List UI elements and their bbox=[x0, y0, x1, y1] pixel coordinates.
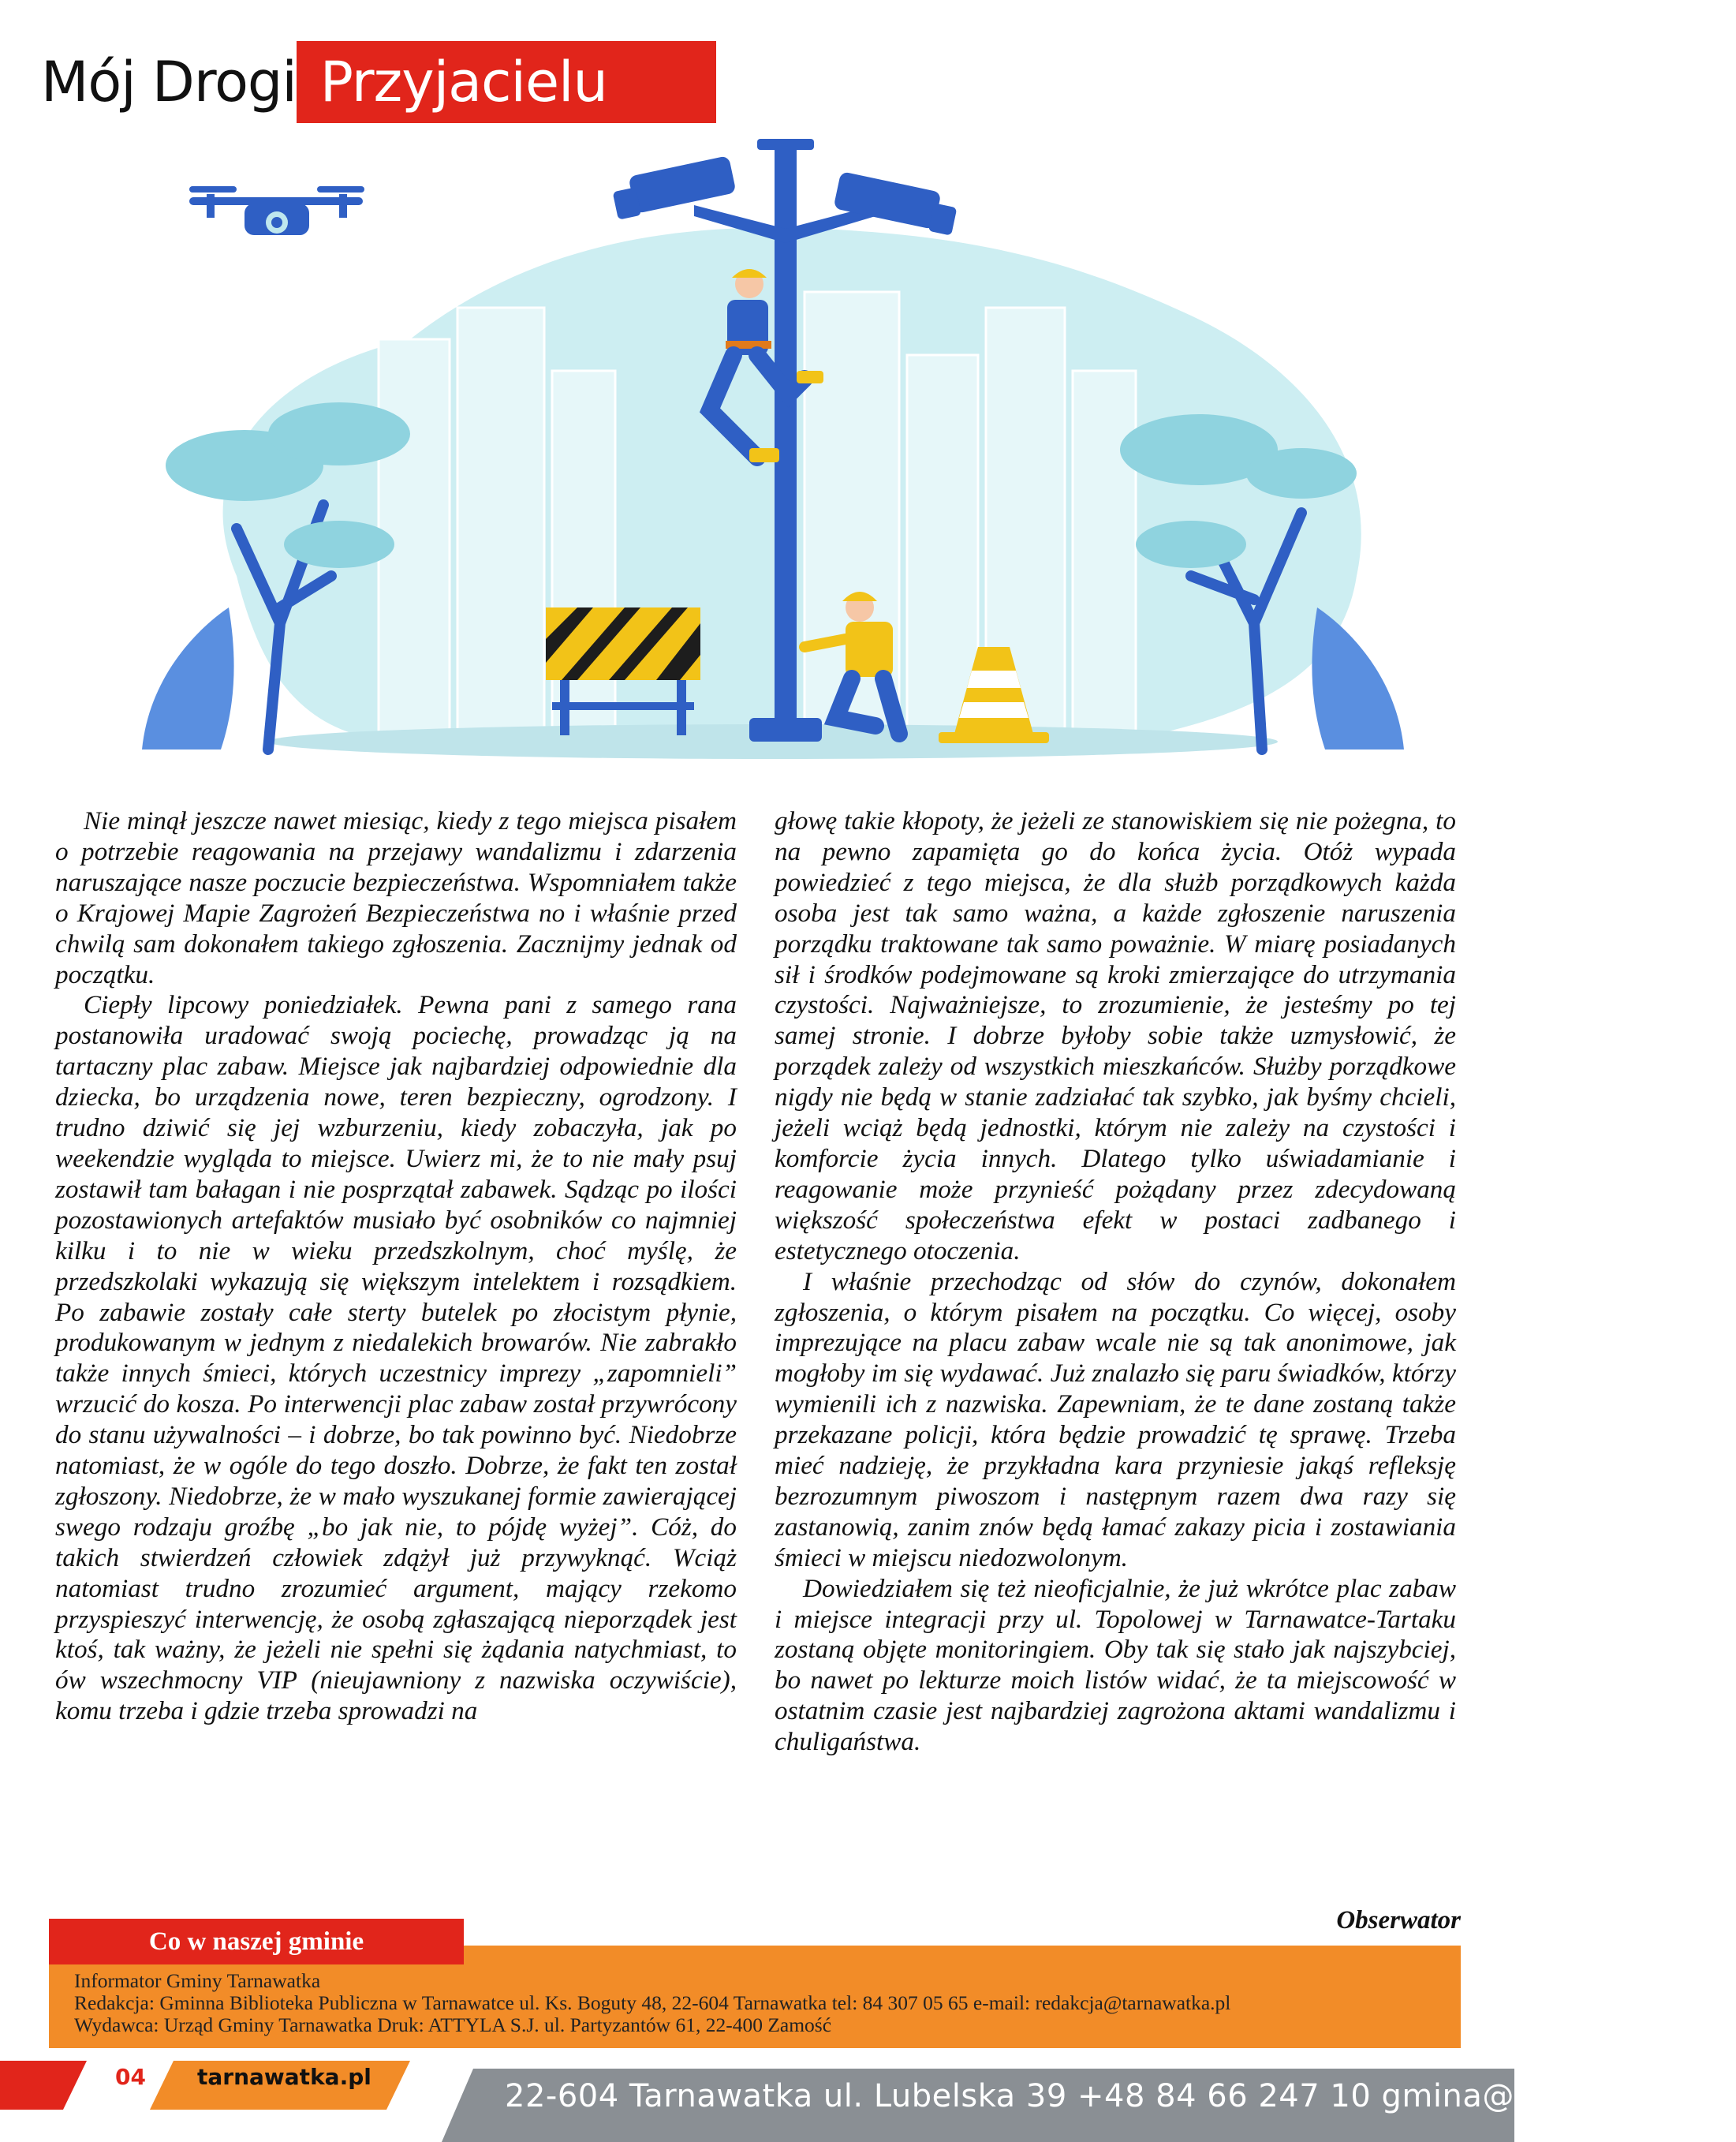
article-right-column bbox=[775, 806, 1456, 1758]
info-line-editorial: Redakcja: Gminna Biblioteka Publiczna w Tarnawatce ul. Ks. Boguty 48, 22-604 Tarnawatka tel: 84 307 05 65 e-mail: redakcja@tarnawatka.pl bbox=[74, 1991, 1231, 2014]
article-paragraph: Nie minął jeszcze nawet miesiąc, kiedy z tego miejsca pisałem o potrzebie reagowania na przejawy wandalizmu i zdarzenia naruszające nasze poczucie bezpieczeństwa. Wspomniałem także o Krajowej Mapie Zagrożeń Bezpieczeństwa no i właśnie przed chwilą sam dokonałem takiego zgłoszenia. Zacznijmy jednak od początku. bbox=[55, 806, 737, 989]
surveillance-illustration bbox=[142, 134, 1404, 781]
info-line-publication: Informator Gminy Tarnawatka bbox=[74, 1969, 321, 1992]
page-number: 04 bbox=[115, 2064, 146, 2090]
footer-site-link[interactable]: tarnawatka.pl bbox=[197, 2064, 371, 2090]
article-paragraph: Ciepły lipcowy poniedziałek. Pewna pani z samego rana postanowiła uradować swoją pociechę, prowadząc ją na tartaczny plac zabaw. Miejsce jak najbardziej odpowiednie dla dziecka, bo urządzenia nowe, teren bezpieczny, ogrodzony. I trudno dziwić się jej wzburzeniu, kiedy zobaczyła, jak po weekendzie wygląda to miejsce. Uwierz mi, że to nie mały psuj zostawił tam bałagan i nie posprzątał zabawek. Sądząc po ilości pozostawionych artefaktów musiało być osobników co najmniej kilku i to nie w wieku przedszkolnym, choć myślę, że przedszkolaki wykazują się większym intelektem i rozsądkiem. Po zabawie zostały całe sterty butelek po złocistym płynie, produkowanym w jednym z niedalekich browarów. Nie zabrakło także innych śmieci, których uczestnicy imprezy „zapomnieli” wrzucić do kosza. Po interwencji plac zabaw został przywrócony do stanu używalności – i dobrze, bo tak powinno być. Niedobrze natomiast, że w ogóle do tego doszło. Dobrze, że fakt ten został zgłoszony. Niedobrze, że w mało wyszukanej formie zawierającej swego rodzaju groźbę „bo jak nie, to pójdę wyżej”. Cóż, do takich stwierdzeń człowiek zdążył już przywyknąć. Wciąż natomiast trudno zrozumieć argument, mający rzekomo przyspieszyć interwencję, że osobą zgłaszającą nieporządek jest ktoś, tak ważny, że jeżeli nie spełni się żądania natychmiast, to ów wszechmocny VIP (nieujawniony z nazwiska oczywiście), komu trzeba i gdzie trzeba sprowadzi na bbox=[55, 990, 737, 1726]
cctv-camera-icon-right bbox=[833, 171, 957, 236]
footer-contact: 22-604 Tarnawatka ul. Lubelska 39 +48 84 66 247 10 gmina@tarnawatka.pl bbox=[505, 2078, 1736, 2114]
page-title-plain: Mój Drogi bbox=[41, 50, 297, 114]
article-paragraph: Dowiedziałem się też nieoficjalnie, że już wkrótce plac zabaw i miejsce integracji przy ul. Topolowej w Tarnawatce-Tartaku zostaną objęte monitoringiem. Oby tak się stało jak najszybciej, bo nawet po lekturze moich listów widać, że ta miejscowość w ostatnim czasie jest najbardziej zagrożona aktami wandalizmu i chuligaństwa. bbox=[775, 1573, 1456, 1757]
article-left-column bbox=[55, 806, 737, 1727]
page-title-accent: Przyjacielu bbox=[319, 50, 607, 114]
footer-red-tab bbox=[0, 2061, 87, 2110]
section-label: Co w naszej gminie bbox=[49, 1919, 464, 1964]
article-paragraph: I właśnie przechodząc od słów do czynów, dokonałem zgłoszenia, o którym pisałem na początku. Co więcej, osoby imprezujące na placu zabaw wcale nie są tak anonimowe, jak mogłoby im się wydawać. Już znalazło się paru świadków, którzy wymienili ich z nazwiska. Zapewniam, że te dane zostaną także przekazane policji, która będzie prowadzić tę sprawę. Trzeba mieć nadzieję, że przykładna kara przyniesie jakąś refleksję bezrozumnym piwoszom i następnym razem dwa razy się zastanowią, zanim znów będą łamać zakazy picia i zostawiania śmieci w miejscu niedozwolonym. bbox=[775, 1266, 1456, 1572]
cctv-camera-icon-left bbox=[613, 155, 737, 220]
info-line-publisher: Wydawca: Urząd Gminy Tarnawatka Druk: ATTYLA S.J. ul. Partyzantów 61, 22-400 Zamość bbox=[74, 2013, 832, 2036]
article-paragraph: głowę takie kłopoty, że jeżeli ze stanowiskiem się nie pożegna, to na pewno zapamięta go do końca życia. Otóż wypada powiedzieć z tego miejsca, że dla służb porządkowych każda osoba jest tak samo ważna, a każde zgłoszenie naruszenia porządku traktowane tak samo poważnie. W miarę posiadanych sił i środków podejmowane są kroki zmierzające do utrzymania czystości. Najważniejsze, to zrozumienie, że jesteśmy po tej samej stronie. I dobrze byłoby sobie także uzmysłowić, że porządek zależy od wszystkich mieszkańców. Służby porządkowe nigdy nie będą w stanie zadziałać tak szybko, jak byśmy chcieli, jeżeli wciąż będą jednostki, którym nie zależy na czystości i komforcie życia innych. Dlatego tylko uświadamianie i reagowanie może przynieść pożądany przez zdecydowaną większość społeczeństwa efekt w postaci zadbanego i estetycznego otoczenia. bbox=[775, 806, 1456, 1265]
author-signature: Obserwator bbox=[1336, 1906, 1461, 1935]
page-title bbox=[41, 41, 607, 123]
drone-icon bbox=[189, 186, 364, 235]
